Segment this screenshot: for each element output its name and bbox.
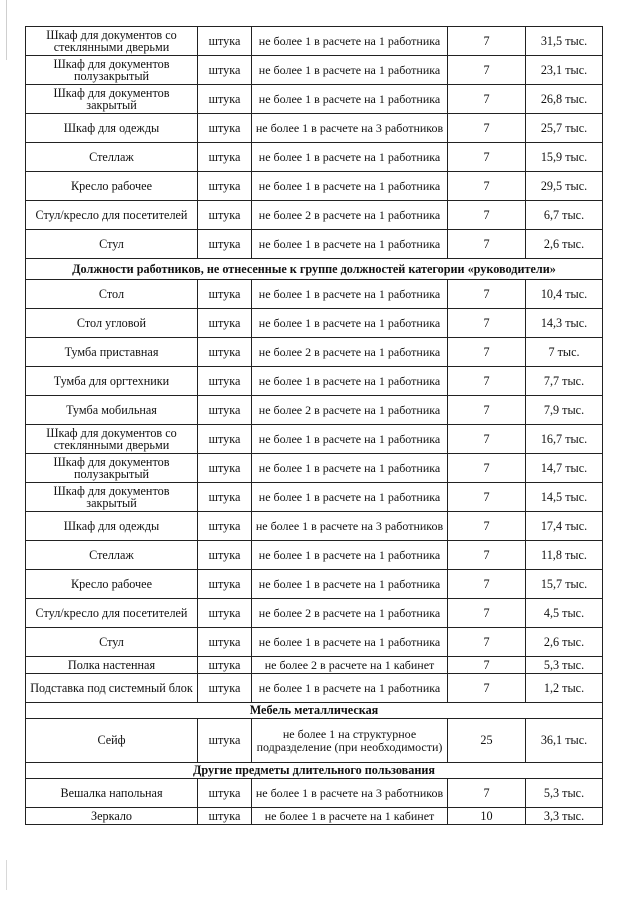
quantity-norm-cell: не более 1 в расчете на 1 работника (252, 425, 448, 454)
item-name-cell: Кресло рабочее (26, 172, 198, 201)
unit-cell: штука (198, 172, 252, 201)
unit-cell: штука (198, 541, 252, 570)
item-name-cell: Стол угловой (26, 309, 198, 338)
price-cell: 31,5 тыс. (526, 27, 603, 56)
unit-cell: штука (198, 599, 252, 628)
unit-cell: штука (198, 114, 252, 143)
table-row (26, 483, 603, 512)
item-name-cell: Стул/кресло для посетителей (26, 201, 198, 230)
table-row (26, 808, 603, 825)
service-life-cell: 7 (448, 85, 526, 114)
price-cell: 2,6 тыс. (526, 628, 603, 657)
unit-cell: штука (198, 143, 252, 172)
item-name-cell: Шкаф для документов закрытый (26, 85, 198, 114)
table-row (26, 85, 603, 114)
section-header-row (26, 259, 603, 280)
price-cell: 25,7 тыс. (526, 114, 603, 143)
price-cell: 5,3 тыс. (526, 657, 603, 674)
quantity-norm-cell: не более 1 на структурное подразделение (при необходимости) (252, 719, 448, 763)
service-life-cell: 7 (448, 309, 526, 338)
service-life-cell: 7 (448, 143, 526, 172)
price-cell: 16,7 тыс. (526, 425, 603, 454)
quantity-norm-cell: не более 1 в расчете на 1 работника (252, 628, 448, 657)
table-row (26, 425, 603, 454)
unit-cell: штука (198, 367, 252, 396)
price-cell: 29,5 тыс. (526, 172, 603, 201)
unit-cell: штука (198, 483, 252, 512)
unit-cell: штука (198, 808, 252, 825)
service-life-cell: 7 (448, 56, 526, 85)
price-cell: 17,4 тыс. (526, 512, 603, 541)
item-name-cell: Шкаф для одежды (26, 114, 198, 143)
quantity-norm-cell: не более 2 в расчете на 1 работника (252, 599, 448, 628)
quantity-norm-cell: не более 2 в расчете на 1 работника (252, 338, 448, 367)
item-name-cell: Стул (26, 628, 198, 657)
service-life-cell: 7 (448, 657, 526, 674)
unit-cell: штука (198, 512, 252, 541)
item-name-cell: Зеркало (26, 808, 198, 825)
service-life-cell: 7 (448, 599, 526, 628)
scan-edge-mark (6, 0, 7, 60)
table-row (26, 454, 603, 483)
quantity-norm-cell: не более 1 в расчете на 1 кабинет (252, 808, 448, 825)
table-row (26, 719, 603, 763)
section-title: Другие предметы длительного пользования (26, 763, 603, 779)
service-life-cell: 7 (448, 779, 526, 808)
price-cell: 26,8 тыс. (526, 85, 603, 114)
price-cell: 10,4 тыс. (526, 280, 603, 309)
service-life-cell: 7 (448, 483, 526, 512)
price-cell: 23,1 тыс. (526, 56, 603, 85)
unit-cell: штука (198, 628, 252, 657)
service-life-cell: 7 (448, 425, 526, 454)
price-cell: 3,3 тыс. (526, 808, 603, 825)
service-life-cell: 7 (448, 280, 526, 309)
unit-cell: штука (198, 230, 252, 259)
table-row (26, 27, 603, 56)
quantity-norm-cell: не более 1 в расчете на 1 работника (252, 541, 448, 570)
unit-cell: штука (198, 674, 252, 703)
service-life-cell: 7 (448, 114, 526, 143)
table-row (26, 309, 603, 338)
table-row (26, 599, 603, 628)
quantity-norm-cell: не более 1 в расчете на 1 работника (252, 674, 448, 703)
item-name-cell: Стул (26, 230, 198, 259)
item-name-cell: Тумба мобильная (26, 396, 198, 425)
price-cell: 7,9 тыс. (526, 396, 603, 425)
service-life-cell: 7 (448, 172, 526, 201)
quantity-norm-cell: не более 1 в расчете на 3 работников (252, 512, 448, 541)
unit-cell: штука (198, 396, 252, 425)
service-life-cell: 7 (448, 674, 526, 703)
price-cell: 4,5 тыс. (526, 599, 603, 628)
price-cell: 36,1 тыс. (526, 719, 603, 763)
table-row (26, 143, 603, 172)
quantity-norm-cell: не более 1 в расчете на 1 работника (252, 230, 448, 259)
unit-cell: штука (198, 201, 252, 230)
price-cell: 7,7 тыс. (526, 367, 603, 396)
table-row (26, 779, 603, 808)
section-header-row (26, 763, 603, 779)
table-row (26, 367, 603, 396)
unit-cell: штука (198, 657, 252, 674)
table-row (26, 201, 603, 230)
unit-cell: штука (198, 425, 252, 454)
unit-cell: штука (198, 570, 252, 599)
table-row (26, 512, 603, 541)
service-life-cell: 7 (448, 570, 526, 599)
section-header-row (26, 703, 603, 719)
table-row (26, 230, 603, 259)
service-life-cell: 25 (448, 719, 526, 763)
section-title: Должности работников, не отнесенные к группе должностей категории «руководители» (26, 259, 603, 280)
unit-cell: штука (198, 27, 252, 56)
item-name-cell: Шкаф для документов закрытый (26, 483, 198, 512)
item-name-cell: Сейф (26, 719, 198, 763)
service-life-cell: 7 (448, 367, 526, 396)
item-name-cell: Тумба для оргтехники (26, 367, 198, 396)
quantity-norm-cell: не более 1 в расчете на 3 работников (252, 779, 448, 808)
item-name-cell: Шкаф для документов полузакрытый (26, 454, 198, 483)
unit-cell: штука (198, 719, 252, 763)
service-life-cell: 7 (448, 27, 526, 56)
quantity-norm-cell: не более 2 в расчете на 1 работника (252, 201, 448, 230)
item-name-cell: Шкаф для документов со стеклянными дверьми (26, 425, 198, 454)
section-title: Мебель металлическая (26, 703, 603, 719)
service-life-cell: 7 (448, 201, 526, 230)
service-life-cell: 10 (448, 808, 526, 825)
table-row (26, 570, 603, 599)
table-row (26, 396, 603, 425)
table-row (26, 280, 603, 309)
table-row (26, 541, 603, 570)
furniture-norms-table (25, 26, 603, 825)
unit-cell: штука (198, 309, 252, 338)
item-name-cell: Стеллаж (26, 541, 198, 570)
unit-cell: штука (198, 280, 252, 309)
scan-edge-mark (6, 860, 7, 890)
price-cell: 7 тыс. (526, 338, 603, 367)
item-name-cell: Вешалка напольная (26, 779, 198, 808)
unit-cell: штука (198, 779, 252, 808)
price-cell: 14,5 тыс. (526, 483, 603, 512)
service-life-cell: 7 (448, 230, 526, 259)
price-cell: 6,7 тыс. (526, 201, 603, 230)
quantity-norm-cell: не более 2 в расчете на 1 работника (252, 396, 448, 425)
quantity-norm-cell: не более 1 в расчете на 1 работника (252, 172, 448, 201)
unit-cell: штука (198, 338, 252, 367)
price-cell: 15,9 тыс. (526, 143, 603, 172)
unit-cell: штука (198, 85, 252, 114)
table-row (26, 172, 603, 201)
item-name-cell: Шкаф для документов полузакрытый (26, 56, 198, 85)
item-name-cell: Тумба приставная (26, 338, 198, 367)
item-name-cell: Подставка под системный блок (26, 674, 198, 703)
table-row (26, 674, 603, 703)
unit-cell: штука (198, 56, 252, 85)
quantity-norm-cell: не более 1 в расчете на 1 работника (252, 483, 448, 512)
item-name-cell: Стул/кресло для посетителей (26, 599, 198, 628)
quantity-norm-cell: не более 1 в расчете на 1 работника (252, 454, 448, 483)
table-row (26, 628, 603, 657)
price-cell: 1,2 тыс. (526, 674, 603, 703)
price-cell: 5,3 тыс. (526, 779, 603, 808)
table-row (26, 657, 603, 674)
price-cell: 2,6 тыс. (526, 230, 603, 259)
table-row (26, 114, 603, 143)
service-life-cell: 7 (448, 338, 526, 367)
quantity-norm-cell: не более 1 в расчете на 1 работника (252, 27, 448, 56)
item-name-cell: Кресло рабочее (26, 570, 198, 599)
item-name-cell: Стеллаж (26, 143, 198, 172)
price-cell: 15,7 тыс. (526, 570, 603, 599)
table-row (26, 56, 603, 85)
service-life-cell: 7 (448, 541, 526, 570)
item-name-cell: Стол (26, 280, 198, 309)
quantity-norm-cell: не более 1 в расчете на 1 работника (252, 570, 448, 599)
quantity-norm-cell: не более 1 в расчете на 3 работников (252, 114, 448, 143)
item-name-cell: Полка настенная (26, 657, 198, 674)
quantity-norm-cell: не более 1 в расчете на 1 работника (252, 367, 448, 396)
price-cell: 14,3 тыс. (526, 309, 603, 338)
unit-cell: штука (198, 454, 252, 483)
price-cell: 14,7 тыс. (526, 454, 603, 483)
service-life-cell: 7 (448, 396, 526, 425)
item-name-cell: Шкаф для одежды (26, 512, 198, 541)
quantity-norm-cell: не более 1 в расчете на 1 работника (252, 56, 448, 85)
service-life-cell: 7 (448, 512, 526, 541)
quantity-norm-cell: не более 1 в расчете на 1 работника (252, 143, 448, 172)
quantity-norm-cell: не более 1 в расчете на 1 работника (252, 85, 448, 114)
quantity-norm-cell: не более 1 в расчете на 1 работника (252, 309, 448, 338)
price-cell: 11,8 тыс. (526, 541, 603, 570)
service-life-cell: 7 (448, 628, 526, 657)
quantity-norm-cell: не более 2 в расчете на 1 кабинет (252, 657, 448, 674)
service-life-cell: 7 (448, 454, 526, 483)
item-name-cell: Шкаф для документов со стеклянными дверьми (26, 27, 198, 56)
quantity-norm-cell: не более 1 в расчете на 1 работника (252, 280, 448, 309)
table-row (26, 338, 603, 367)
table-body (26, 27, 603, 825)
